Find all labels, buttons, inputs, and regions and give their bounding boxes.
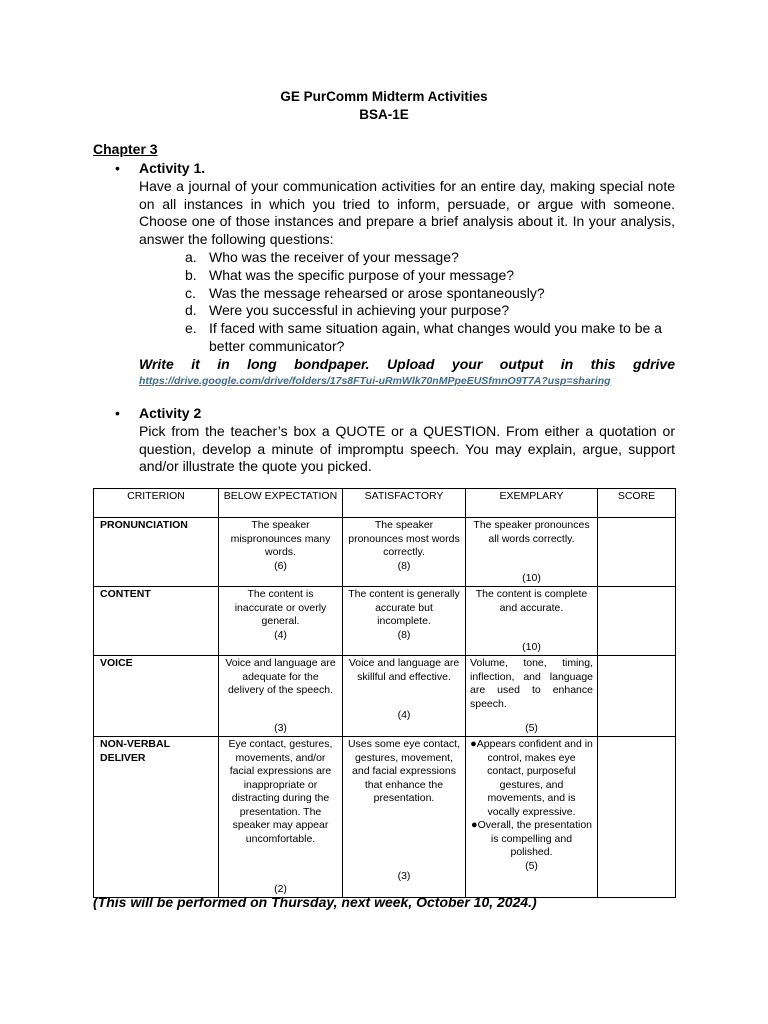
score-cell[interactable] bbox=[598, 587, 676, 656]
col-header-score: SCORE bbox=[598, 489, 676, 518]
criterion-cell: VOICE bbox=[94, 656, 219, 737]
satisfactory-cell: The content is generally accurate but incomplete. (8) bbox=[343, 587, 466, 656]
activity-2-heading: Activity 2 bbox=[139, 405, 202, 421]
list-item: e. If faced with same situation again, what changes would you make to be a better communicator? bbox=[185, 320, 662, 354]
score-cell[interactable] bbox=[598, 737, 676, 898]
table-row bbox=[94, 656, 676, 737]
document-title: GE PurComm Midterm Activities bbox=[280, 89, 488, 104]
points: (4) bbox=[274, 628, 287, 641]
col-header-satisfactory: SATISFACTORY bbox=[343, 489, 466, 518]
points: (8) bbox=[397, 559, 411, 572]
below-cell: The content is inaccurate or overly general. (4) bbox=[219, 587, 343, 656]
points: (5) bbox=[525, 721, 538, 734]
points: (5) bbox=[525, 859, 538, 872]
col-header-below: BELOW EXPECTATION bbox=[219, 489, 343, 518]
score-cell[interactable] bbox=[598, 656, 676, 737]
gdrive-link[interactable]: https://drive.google.com/drive/folders/17s8FTui-uRmWlk70nMPpeEUSfmnO9T7A?usp=sharing bbox=[139, 374, 611, 387]
class-section: BSA-1E bbox=[359, 107, 409, 122]
exemplary-cell: The content is complete and accurate. (10) bbox=[466, 587, 598, 656]
exemplary-cell: Volume, tone, timing, inflection, and language are used to enhance speech. (5) bbox=[466, 656, 598, 737]
criterion-cell: NON-VERBAL DELIVER bbox=[94, 737, 219, 898]
exemplary-cell: ●Appears confident and in control, makes eye contact, purposeful gestures, and movements, and is vocally expressive. ●Overall, the presentation is compelling and polished. (5) bbox=[466, 737, 598, 898]
points: (10) bbox=[522, 571, 541, 584]
bullet-dot-icon: ● bbox=[470, 819, 478, 831]
satisfactory-cell: The speaker pronounces most words correctly. (8) bbox=[343, 518, 466, 587]
satisfactory-cell: Uses some eye contact, gestures, movement, and facial expressions that enhance the presentation. (3) bbox=[343, 737, 466, 898]
criterion-cell: PRONUNCIATION bbox=[94, 518, 219, 587]
criterion-cell: CONTENT bbox=[94, 587, 219, 656]
table-row bbox=[94, 518, 676, 587]
activity-1-heading: Activity 1. bbox=[139, 160, 206, 176]
chapter-heading: Chapter 3 bbox=[93, 141, 158, 157]
list-item: b. What was the specific purpose of your message? bbox=[185, 266, 515, 283]
table-header-row bbox=[94, 489, 676, 518]
bullet-icon: • bbox=[115, 160, 120, 176]
upload-instruction: Write it in long bondpaper. Upload your output in this gdrive bbox=[139, 355, 675, 372]
activity-2-instructions: Pick from the teacher’s box a QUOTE or a QUESTION. From either a quotation or question, develop a minute of impromptu speech. You may explain, argue, support and/or illustrate the quote you picked. bbox=[139, 422, 675, 475]
points: (6) bbox=[274, 559, 287, 572]
points: (8) bbox=[397, 628, 411, 641]
below-cell: Eye contact, gestures, movements, and/or facial expressions are inappropriate or distracting during the presentation. The speaker may appear uncomfortable. (2) bbox=[219, 737, 343, 898]
document-header bbox=[0, 88, 768, 124]
exemplary-cell: The speaker pronounces all words correctly. (10) bbox=[466, 518, 598, 587]
score-cell[interactable] bbox=[598, 518, 676, 587]
table-row bbox=[94, 737, 676, 898]
list-item: a. Who was the receiver of your message? bbox=[185, 248, 459, 265]
table-row bbox=[94, 587, 676, 656]
bullet-dot-icon: ● bbox=[470, 738, 477, 750]
points: (2) bbox=[274, 882, 287, 895]
points: (4) bbox=[397, 708, 411, 721]
satisfactory-cell: Voice and language are skillful and effective. (4) bbox=[343, 656, 466, 737]
activity-1 bbox=[93, 160, 675, 388]
list-item: c. Was the message rehearsed or arose spontaneously? bbox=[185, 284, 545, 301]
bullet-icon: • bbox=[115, 405, 120, 421]
points: (10) bbox=[522, 640, 541, 653]
points: (3) bbox=[397, 869, 411, 882]
col-header-criterion: CRITERION bbox=[94, 489, 219, 518]
rubric-table bbox=[93, 488, 676, 898]
activity-1-instructions: Have a journal of your communication activities for an entire day, making special note on all instances in which you tried to inform, persuade, or argue with someone. Choose one of those instances and prepare a brief analysis about it. In your analysis, answer the following questions: bbox=[139, 177, 675, 248]
list-item: d. Were you successful in achieving your purpose? bbox=[185, 302, 510, 319]
activity-2 bbox=[93, 405, 675, 476]
points: (3) bbox=[274, 721, 287, 734]
col-header-exemplary: EXEMPLARY bbox=[466, 489, 598, 518]
below-cell: Voice and language are adequate for the delivery of the speech. (3) bbox=[219, 656, 343, 737]
performance-date-note: (This will be performed on Thursday, next week, October 10, 2024.) bbox=[93, 894, 537, 910]
question-list bbox=[185, 249, 675, 356]
below-cell: The speaker mispronounces many words. (6) bbox=[219, 518, 343, 587]
